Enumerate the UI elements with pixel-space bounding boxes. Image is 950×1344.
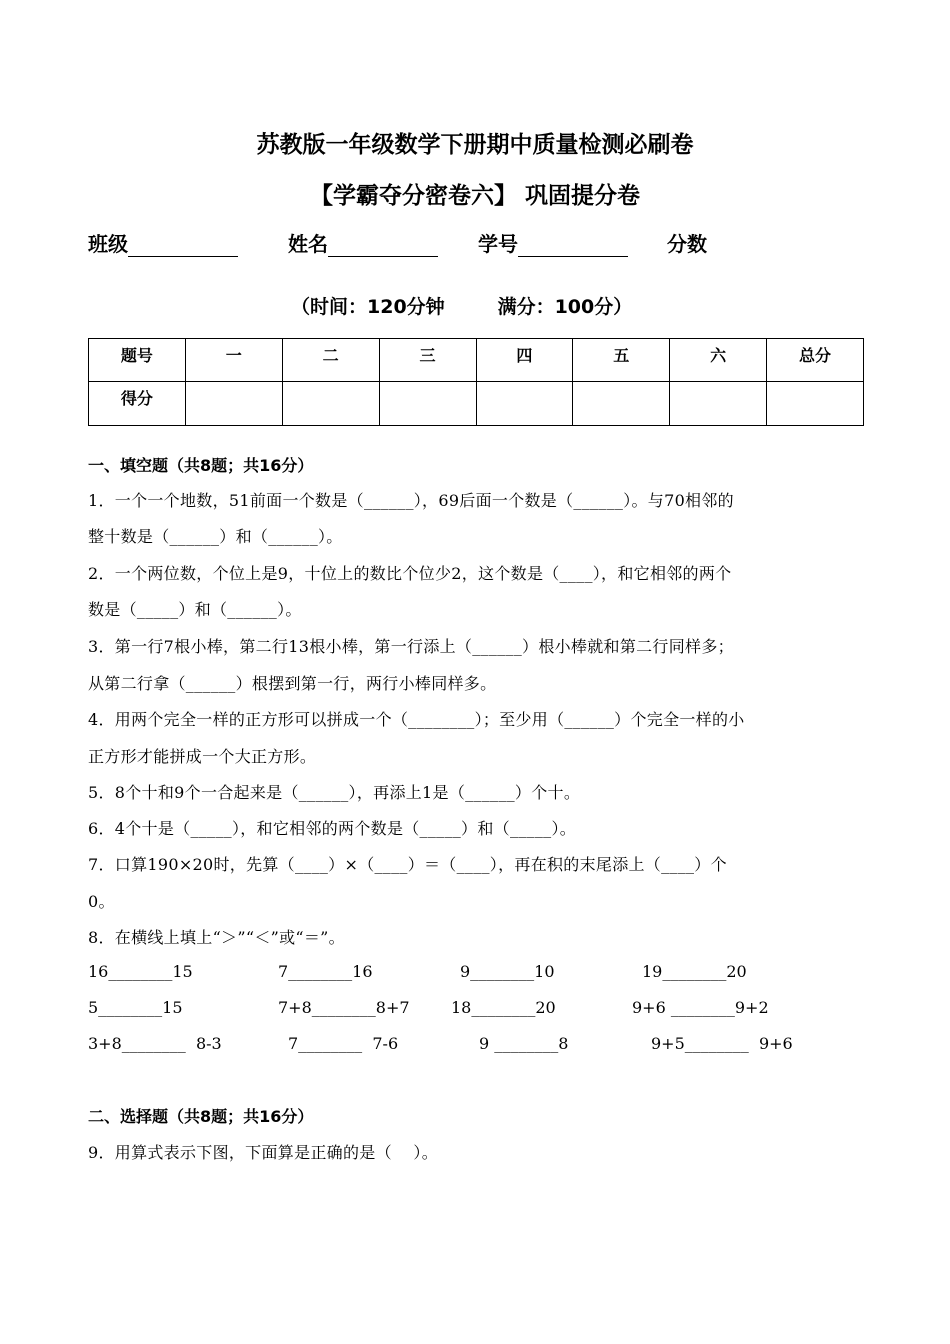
question-line: 5．8个十和9个一合起来是（______），再添上1是（______）个十。 bbox=[88, 783, 581, 802]
student-id-label: 学号 bbox=[478, 232, 518, 256]
score-table-header: 四 bbox=[476, 339, 573, 382]
compare-item: 5________15 bbox=[88, 998, 183, 1017]
compare-item: 7+8________8+7 bbox=[278, 998, 410, 1017]
question-line: 9．用算式表示下图，下面算是正确的是（ ）。 bbox=[88, 1143, 439, 1162]
score-table-score-row bbox=[89, 382, 864, 426]
compare-item: 9+6 ________9+2 bbox=[632, 998, 769, 1017]
time-info: （时间：120分钟 满分：100分） bbox=[291, 296, 633, 318]
score-table-header: 题号 bbox=[89, 339, 186, 382]
student-id-blank[interactable] bbox=[518, 236, 628, 257]
compare-item: 7________ 7-6 bbox=[288, 1034, 399, 1053]
score-cell[interactable] bbox=[282, 382, 379, 426]
class-label: 班级 bbox=[88, 232, 128, 256]
question-line: 从第二行拿（______）根摆到第一行，两行小棒同样多。 bbox=[88, 674, 497, 693]
compare-item: 7________16 bbox=[278, 962, 373, 981]
question-line: 1．一个一个地数，51前面一个数是（______），69后面一个数是（______）。与70相邻的 bbox=[88, 491, 734, 510]
score-label: 分数 bbox=[667, 232, 707, 256]
compare-item: 16________15 bbox=[88, 962, 193, 981]
section1-heading: 一、填空题（共8题；共16分） bbox=[88, 456, 314, 475]
score-cell[interactable] bbox=[767, 382, 864, 426]
question-line: 4．用两个完全一样的正方形可以拼成一个（________）；至少用（______）个完全一样的小 bbox=[88, 710, 745, 729]
score-table-header: 三 bbox=[379, 339, 476, 382]
page-subtitle: 【学霸夺分密卷六】 巩固提分卷 bbox=[309, 183, 640, 209]
question-line: 8．在横线上填上“＞”“＜”或“＝”。 bbox=[88, 928, 345, 947]
name-blank[interactable] bbox=[328, 236, 438, 257]
question-line: 7．口算190×20时，先算（____）×（____）＝（____），再在积的末尾添上（____）个 bbox=[88, 855, 727, 874]
question-line: 正方形才能拼成一个大正方形。 bbox=[88, 747, 317, 766]
name-label: 姓名 bbox=[288, 232, 328, 256]
compare-item: 18________20 bbox=[451, 998, 556, 1017]
score-cell[interactable] bbox=[670, 382, 767, 426]
score-cell[interactable] bbox=[379, 382, 476, 426]
score-table-header: 六 bbox=[670, 339, 767, 382]
question-line: 整十数是（______）和（______）。 bbox=[88, 527, 343, 546]
question-line: 0。 bbox=[88, 892, 115, 911]
score-table-header: 二 bbox=[282, 339, 379, 382]
score-cell[interactable] bbox=[573, 382, 670, 426]
question-line: 2．一个两位数，个位上是9，十位上的数比个位少2，这个数是（____），和它相邻的两个 bbox=[88, 564, 732, 583]
score-cell[interactable] bbox=[185, 382, 282, 426]
compare-item: 9________10 bbox=[460, 962, 555, 981]
section2-heading: 二、选择题（共8题；共16分） bbox=[88, 1107, 314, 1126]
class-field[interactable] bbox=[88, 228, 238, 257]
score-table bbox=[88, 338, 864, 426]
score-table-header-row bbox=[89, 339, 864, 382]
compare-item: 19________20 bbox=[642, 962, 747, 981]
student-id-field[interactable] bbox=[478, 228, 628, 257]
score-table-header: 一 bbox=[185, 339, 282, 382]
question-line: 6．4个十是（_____），和它相邻的两个数是（_____）和（_____）。 bbox=[88, 819, 577, 838]
page-title: 苏教版一年级数学下册期中质量检测必刷卷 bbox=[256, 132, 694, 158]
compare-item: 9 ________8 bbox=[479, 1034, 569, 1053]
score-table-header: 五 bbox=[573, 339, 670, 382]
question-line: 数是（_____）和（______）。 bbox=[88, 600, 302, 619]
score-cell[interactable] bbox=[476, 382, 573, 426]
score-table-header: 总分 bbox=[767, 339, 864, 382]
score-row-label: 得分 bbox=[89, 382, 186, 426]
compare-item: 9+5________ 9+6 bbox=[651, 1034, 793, 1053]
compare-item: 3+8________ 8-3 bbox=[88, 1034, 222, 1053]
question-line: 3．第一行7根小棒，第二行13根小棒，第一行添上（______）根小棒就和第二行同样多； bbox=[88, 637, 734, 656]
name-field[interactable] bbox=[288, 228, 438, 257]
class-blank[interactable] bbox=[128, 236, 238, 257]
